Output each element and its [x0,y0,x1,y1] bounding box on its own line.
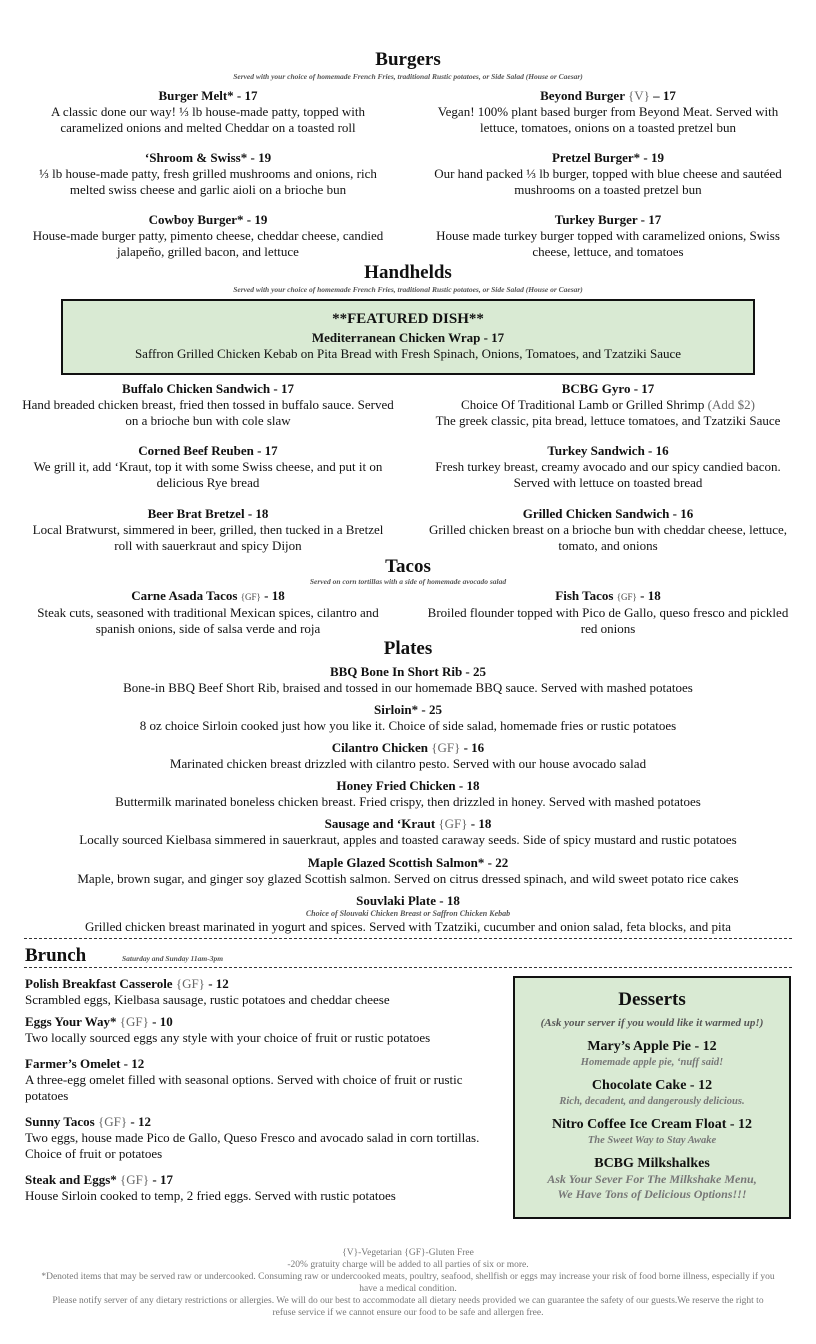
menu-item [22,443,394,491]
item-name: Carne Asada Tacos {GF} - 18 [131,588,285,603]
item-desc: Hand breaded chicken breast, fried then tossed in buffalo sauce. Served on a brioche bun with cole slaw [22,397,394,428]
dessert-desc: The Sweet Way to Stay Awake [587,1135,717,1146]
dessert-name: Chocolate Cake - 12 [591,1078,713,1093]
featured-desc: Saffron Grilled Chicken Kebab on Pita Bread with Fresh Spinach, Onions, Tomatoes, and Tzatziki Sauce [134,346,682,361]
item-name: Sirloin* - 25 [374,702,442,717]
item-name: Cilantro Chicken {GF} - 16 [331,740,485,755]
menu-item [422,212,794,260]
item-desc: Two eggs, house made Pico de Gallo, Queso Fresco and avocado salad in corn tortillas. Choice of fruit or potatoes [25,1130,480,1161]
item-name: Fish Tacos {GF} - 18 [555,588,661,603]
dessert-name: BCBG Milkshalkes [594,1156,710,1171]
item-desc: Maple, brown sugar, and ginger soy glazed Scottish salmon. Served on citrus dressed spinach, and wild sweet potato rice cakes [77,871,739,886]
featured-label: **FEATURED DISH** [332,311,484,327]
dessert-name: Nitro Coffee Ice Cream Float - 12 [551,1117,753,1132]
dessert-desc-2: We Have Tons of Delicious Options!!! [557,1187,747,1201]
item-desc: House made turkey burger topped with caramelized onions, Swiss cheese, lettuce, and tomatoes [436,228,780,259]
item-desc: 8 oz choice Sirloin cooked just how you like it. Choice of side salad, homemade fries or rustic potatoes [139,718,677,733]
item-note: Choice of Slouvaki Chicken Breast or Saffron Chicken Kebab [305,909,511,918]
item-name: Turkey Burger - 17 [554,212,662,227]
dessert-item [515,1038,789,1069]
item-name: BCBG Gyro - 17 [561,381,655,396]
burgers-subtitle: Served with your choice of homemade French Fries, traditional Rustic potatoes, or Side Salad (House or Caesar) [233,72,583,81]
dessert-desc: Rich, decadent, and dangerously delicious. [559,1096,745,1107]
menu-item [422,150,794,198]
menu-item [25,1056,503,1104]
desserts-subtitle: (Ask your server if you would like it warmed up!) [540,1017,764,1029]
desserts-box [513,976,791,1219]
menu-item [422,381,794,429]
dessert-item [515,1116,789,1147]
menu-item [40,740,776,772]
item-name: Farmer’s Omelet - 12 [25,1056,145,1071]
item-name: Maple Glazed Scottish Salmon* - 22 [307,855,509,870]
menu-item [422,443,794,491]
item-name: ‘Shroom & Swiss* - 19 [144,150,272,165]
gluten-free-tag: {GF} [98,1114,128,1129]
item-desc: House-made burger patty, pimento cheese, cheddar cheese, candied jalapeño, grilled bacon, and lettuce [32,228,384,259]
item-name: Cowboy Burger* - 19 [148,212,268,227]
item-desc: ⅓ lb house-made patty, fresh grilled mushrooms and onions, rich melted swiss cheese and garlic aioli on a brioche bun [39,166,377,197]
menu-item [22,212,394,260]
vegetarian-tag: {V} [628,88,650,103]
item-desc: Grilled chicken breast marinated in yogurt and spices. Served with Tzatziki, cucumber and onion salad, feta blocks, and pita [85,919,731,934]
item-desc-2: The greek classic, pita bread, lettuce tomatoes, and Tzatziki Sauce [435,413,781,428]
item-desc: Marinated chicken breast drizzled with cilantro pesto. Served with our house avocado salad [169,756,647,771]
menu-item [40,893,776,935]
gluten-free-tag: {GF} [616,592,637,602]
item-desc: A three-egg omelet filled with seasonal options. Served with choice of fruit or rustic potatoes [25,1072,463,1103]
featured-name: Mediterranean Chicken Wrap - 17 [311,330,505,345]
menu-item [22,150,394,198]
divider [24,967,792,968]
burgers-title: Burgers [375,49,441,70]
item-desc: Choice Of Traditional Lamb or Grilled Shrimp (Add $2) [461,397,755,412]
item-name: Eggs Your Way* {GF} - 10 [25,1014,173,1029]
gluten-free-tag: {GF} [438,816,468,831]
item-desc: Our hand packed ⅓ lb burger, topped with blue cheese and sautéed mushrooms on a toasted pretzel bun [434,166,782,197]
gluten-free-tag: {GF} [119,1014,149,1029]
item-name: Pretzel Burger* - 19 [551,150,665,165]
dietary-legend: {V}-Vegetarian {GF}-Gluten Free [342,1248,474,1258]
item-name: Honey Fried Chicken - 18 [336,778,480,793]
item-desc: House Sirloin cooked to temp, 2 fried eggs. Served with rustic potatoes [25,1188,396,1203]
menu-item [25,1172,503,1204]
item-name: Polish Breakfast Casserole {GF} - 12 [25,976,229,991]
handhelds-title: Handhelds [364,262,452,283]
menu-item [25,1014,503,1046]
menu-item [422,506,794,554]
dessert-name: Mary’s Apple Pie - 12 [587,1039,717,1054]
menu-item [22,88,394,136]
item-name: Sunny Tacos {GF} - 12 [25,1114,151,1129]
item-name: Buffalo Chicken Sandwich - 17 [122,381,294,396]
menu-item [25,1114,503,1162]
menu-item [40,778,776,810]
item-name: Corned Beef Reuben - 17 [138,443,278,458]
menu-item [40,816,776,848]
brunch-hours: Saturday and Sunday 11am-3pm [122,954,224,963]
item-name: Souvlaki Plate - 18 [356,893,460,908]
allergy-note: Please notify server of any dietary restrictions or allergies. We will do our best to accommodate all dietary needs provided we can guarantee the safety of our guests.We reserve the right to refuse service if we cannot ensure our food to be safe and allergen free. [52,1296,764,1318]
dessert-desc: Homemade apple pie, ‘nuff said! [580,1057,724,1068]
item-desc: Local Bratwurst, simmered in beer, grilled, then tucked in a Bretzel roll with sauerkraut and spicy Dijon [32,522,384,553]
featured-dish-box [61,299,755,375]
handhelds-subtitle: Served with your choice of homemade French Fries, traditional Rustic potatoes, or Side Salad (House or Caesar) [233,285,583,294]
plates-title: Plates [383,638,433,659]
menu-item [22,588,394,637]
item-name: Steak and Eggs* {GF} - 17 [25,1172,173,1187]
footer-notes [40,1247,776,1319]
divider [24,938,792,939]
item-name: Beyond Burger {V} – 17 [540,88,676,103]
item-desc: Buttermilk marinated boneless chicken breast. Fried crispy, then drizzled in honey. Served with mashed potatoes [115,794,701,809]
item-name: Burger Melt* - 17 [158,88,258,103]
item-name: BBQ Bone In Short Rib - 25 [329,664,487,679]
menu-item [40,664,776,696]
gluten-free-tag: {GF} [240,592,261,602]
menu-item [40,702,776,734]
item-name: Turkey Sandwich - 16 [547,443,669,458]
item-name: Sausage and ‘Kraut {GF} - 18 [324,816,492,831]
tacos-title: Tacos [385,556,431,577]
item-desc: Grilled chicken breast on a brioche bun with cheddar cheese, lettuce, tomato, and onions [428,522,788,553]
menu-item [422,588,794,637]
dessert-item [515,1155,789,1202]
menu-item [22,381,394,429]
item-name: Beer Brat Bretzel - 18 [147,506,269,521]
item-desc: Scrambled eggs, Kielbasa sausage, rustic potatoes and cheddar cheese [25,992,390,1007]
menu-item [25,976,503,1008]
item-name: Grilled Chicken Sandwich - 16 [522,506,694,521]
brunch-title: Brunch [25,945,87,966]
item-desc: Vegan! 100% plant based burger from Beyond Meat. Served with lettuce, tomatoes, onions on a toasted pretzel bun [437,104,779,135]
menu-item [40,855,776,887]
add-on-price: (Add $2) [707,397,755,412]
gluten-free-tag: {GF} [175,976,205,991]
gluten-free-tag: {GF} [120,1172,150,1187]
item-desc: Steak cuts, seasoned with traditional Mexican spices, cilantro and spanish onions, side of salsa verde and roja [37,605,379,636]
dessert-item [515,1077,789,1108]
item-desc: We grill it, add ‘Kraut, top it with some Swiss cheese, and put it on delicious Rye bread [33,459,383,490]
item-desc: Broiled flounder topped with Pico de Gallo, queso fresco and pickled red onions [427,605,789,636]
item-desc: Two locally sourced eggs any style with your choice of fruit or rustic potatoes [25,1030,431,1045]
item-desc: Bone-in BBQ Beef Short Rib, braised and tossed in our homemade BBQ sauce. Served with mashed potatoes [123,680,693,695]
item-desc: Locally sourced Kielbasa simmered in sauerkraut, apples and toasted caraway seeds. Side of spicy mustard and rustic potatoes [79,832,737,847]
menu-item [422,88,794,136]
raw-food-warning: *Denoted items that may be served raw or undercooked. Consuming raw or undercooked meats, poultry, seafood, shellfish or eggs may increase your risk of food borne illness, especially if you have a medical condition. [41,1272,775,1294]
item-desc: Fresh turkey breast, creamy avocado and our spicy candied bacon. Served with lettuce on toasted bread [435,459,781,490]
menu-item [22,506,394,554]
tacos-subtitle: Served on corn tortillas with a side of homemade avocado salad [309,577,507,586]
desserts-title: Desserts [618,989,686,1010]
gratuity-note: -20% gratuity charge will be added to all parties of six or more. [287,1260,529,1270]
item-desc: A classic done our way! ⅓ lb house-made patty, topped with caramelized onions and melted Cheddar on a toasted roll [51,104,365,135]
dessert-desc: Ask Your Sever For The Milkshake Menu, [547,1172,757,1186]
gluten-free-tag: {GF} [431,740,461,755]
